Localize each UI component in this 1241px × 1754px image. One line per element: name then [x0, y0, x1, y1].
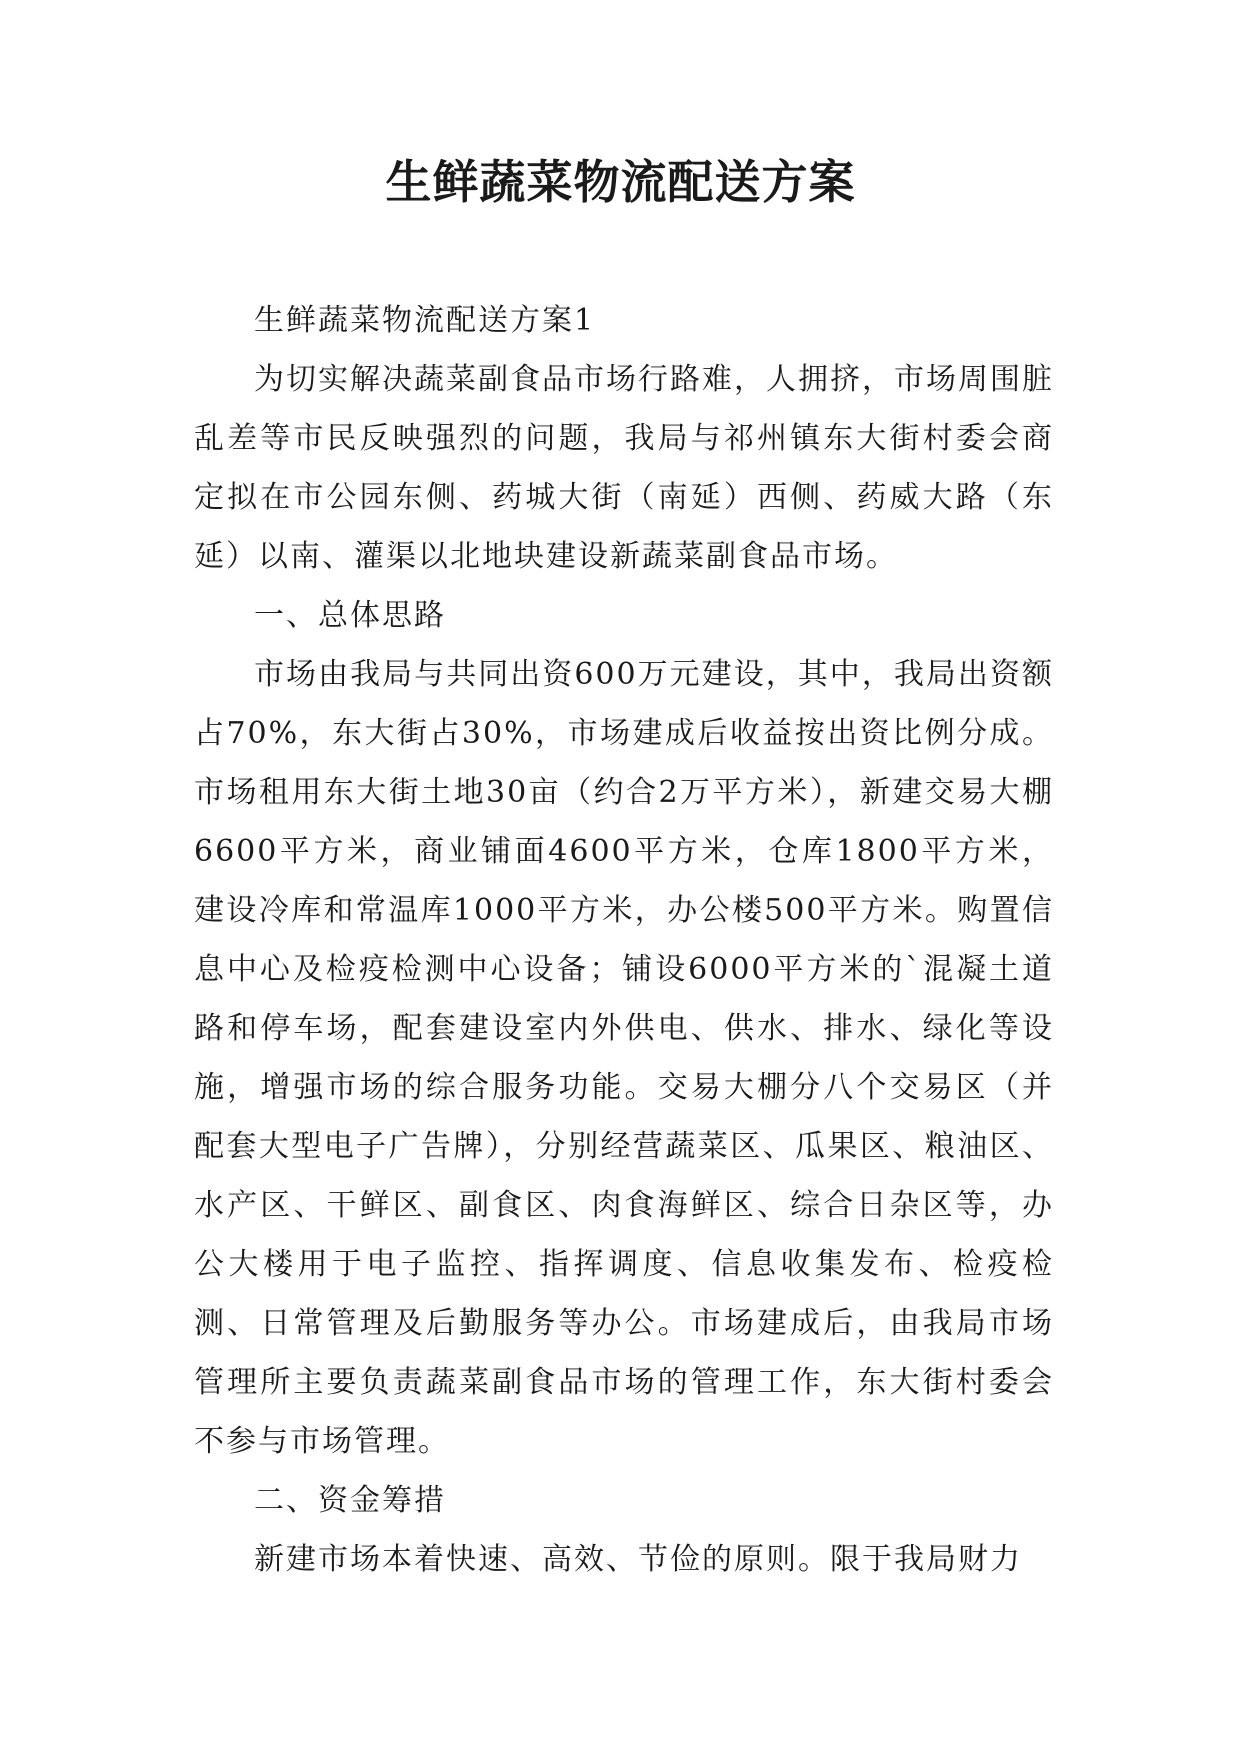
document-body — [194, 291, 1054, 1589]
document-title: 生鲜蔬菜物流配送方案 — [385, 155, 856, 209]
section-heading-plan-1: 生鲜蔬菜物流配送方案1 — [254, 303, 596, 338]
section-heading-overall-idea: 一、总体思路 — [254, 598, 446, 633]
intro-paragraph: 为切实解决蔬菜副食品市场行路难，人拥挤，市场周围脏乱差等市民反映强烈的问题，我局与祁州镇东大街村委会商定拟在市公园东侧、药城大街（南延）西侧、药威大路（东延）以南、灌渠以北地块建设新蔬菜副食品市场。 — [194, 362, 1054, 574]
section-heading-funding: 二、资金筹措 — [254, 1483, 446, 1518]
funding-paragraph: 新建市场本着快速、高效、节俭的原则。限于我局财力 — [254, 1542, 1022, 1577]
overall-idea-paragraph: 市场由我局与共同出资600万元建设，其中，我局出资额占70%，东大街占30%，市场建成后收益按出资比例分成。市场租用东大街土地30亩（约合2万平方米），新建交易大棚6600平方米，商业铺面4600平方米，仓库1800平方米，建设冷库和常温库1000平方米，办公楼500平方米。购置信息中心及检疫检测中心设备；铺设6000平方米的`混凝土道路和停车场，配套建设室内外供电、供水、排水、绿化等设施，增强市场的综合服务功能。交易大棚分八个交易区（并配套大型电子广告牌），分别经营蔬菜区、瓜果区、粮油区、水产区、干鲜区、副食区、肉食海鲜区、综合日杂区等，办公大楼用于电子监控、指挥调度、信息收集发布、检疫检测、日常管理及后勤服务等办公。市场建成后，由我局市场管理所主要负责蔬菜副食品市场的管理工作，东大街村委会不参与市场管理。 — [194, 657, 1054, 1459]
